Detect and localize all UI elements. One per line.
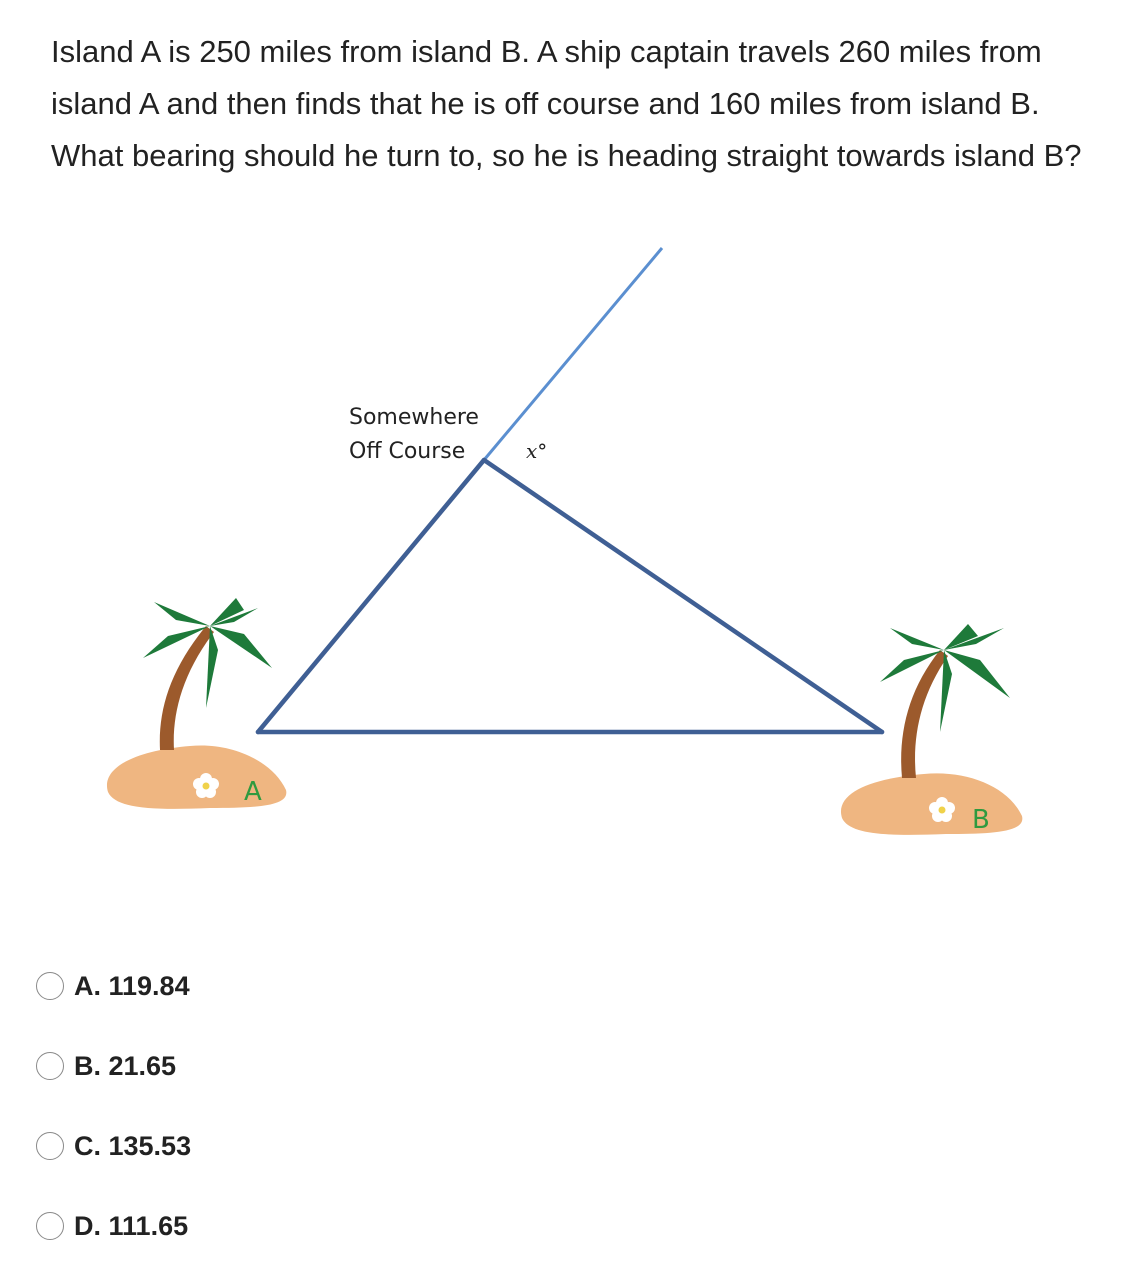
answer-choices bbox=[36, 964, 191, 1284]
island-a-label: A bbox=[244, 777, 262, 807]
course-extension-line bbox=[484, 248, 662, 460]
island-a bbox=[107, 598, 286, 809]
side-vertex-to-b bbox=[484, 460, 882, 732]
choice-c[interactable] bbox=[36, 1124, 191, 1168]
choice-c-label: C. 135.53 bbox=[74, 1130, 192, 1161]
island-b bbox=[841, 624, 1022, 835]
island-b-palm-leaves bbox=[880, 624, 1010, 732]
choice-a-label: A. 119.84 bbox=[74, 970, 190, 1001]
choice-b[interactable] bbox=[36, 1044, 191, 1088]
angle-label: x° bbox=[526, 439, 548, 463]
island-a-palm-leaves bbox=[143, 598, 272, 708]
choice-c-radio[interactable] bbox=[36, 1132, 64, 1160]
choice-b-label: B. 21.65 bbox=[74, 1050, 177, 1081]
island-b-label: B bbox=[972, 805, 990, 835]
side-a-to-vertex bbox=[258, 460, 484, 732]
choice-d-label: D. 111.65 bbox=[74, 1210, 189, 1241]
island-bearing-diagram bbox=[0, 230, 1144, 890]
choice-a-radio[interactable] bbox=[36, 972, 64, 1000]
vertex-label-line2: Off Course bbox=[349, 439, 466, 464]
choice-a[interactable] bbox=[36, 964, 191, 1008]
question-text: Island A is 250 miles from island B. A ship captain travels 260 miles from island A and then finds that he is off course and 160 miles from island B. What bearing should he turn to, so he is heading straight towards island B? bbox=[51, 34, 1082, 173]
vertex-label-line1: Somewhere bbox=[349, 405, 479, 430]
choice-b-radio[interactable] bbox=[36, 1052, 64, 1080]
choice-d-radio[interactable] bbox=[36, 1212, 64, 1240]
choice-d[interactable] bbox=[36, 1204, 191, 1248]
